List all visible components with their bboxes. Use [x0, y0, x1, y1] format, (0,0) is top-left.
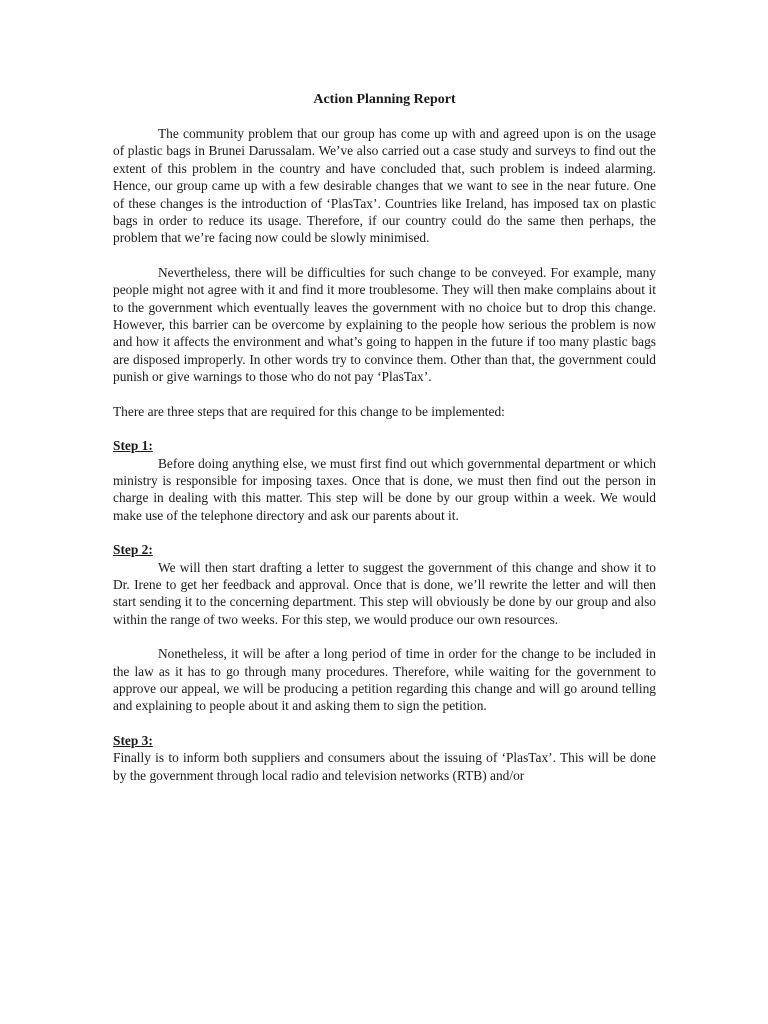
step-2-text: We will then start drafting a letter to suggest the government of this change and show it to Dr. Irene to get her feedback and approval. Once that is done, we’ll rewrite the letter and will then start sending it to the concerning department. This step will obviously be done by our group and also within the range of two weeks. For this step, we would produce our own resources. — [113, 559, 656, 627]
paragraph-steps-intro: There are three steps that are required for this change to be implemented: — [113, 403, 505, 419]
paragraph-intro: The community problem that our group has come up with and agreed upon is on the usage of plastic bags in Brunei Darussalam. We’ve also carried out a case study and surveys to find out the extent of this problem in the country and have concluded that, such problem is indeed alarming. Hence, our group came up with a few desirable changes that we want to see in the near future. One of these changes is the introduction of ‘PlasTax’. Countries like Ireland, has imposed tax on plastic bags in order to reduce its usage. Therefore, if our country could do the same then perhaps, the problem that we’re facing now could be slowly minimised. — [113, 126, 656, 246]
paragraph-petition: Nonetheless, it will be after a long period of time in order for the change to be included in the law as it has to go through many procedures. Therefore, while waiting for the government to approve our appeal, we will be producing a petition regarding this change and will go around telling and explaining to people about it and asking them to sign the petition. — [113, 646, 656, 714]
step-3-text: Finally is to inform both suppliers and consumers about the issuing of ‘PlasTax’. This will be done by the government through local radio and television networks (RTB) and/or — [113, 750, 656, 783]
document-title: Action Planning Report — [313, 92, 456, 107]
step-1-text: Before doing anything else, we must first find out which governmental department or which ministry is responsible for imposing taxes. Once that is done, we must then find out the person in charge in dealing with this matter. This step will be done by our group within a week. We would make use of the telephone directory and ask our parents about it. — [113, 455, 656, 523]
paragraph-difficulties: Nevertheless, there will be difficulties for such change to be conveyed. For example, many people might not agree with it and find it more troublesome. They will then make complains about it to the government which eventually leaves the government with no choice but to drop this change. However, this barrier can be overcome by explaining to the people how serious the problem is now and how it affects the environment and what’s going to happen in the future if too many plastic bags are disposed improperly. In other words try to convince them. Other than that, the government could punish or give warnings to those who do not pay ‘PlasTax’. — [113, 264, 656, 385]
step-3-heading: Step 3: — [113, 732, 153, 748]
step-2-heading: Step 2: — [113, 542, 153, 558]
step-1-heading: Step 1: — [113, 438, 153, 454]
